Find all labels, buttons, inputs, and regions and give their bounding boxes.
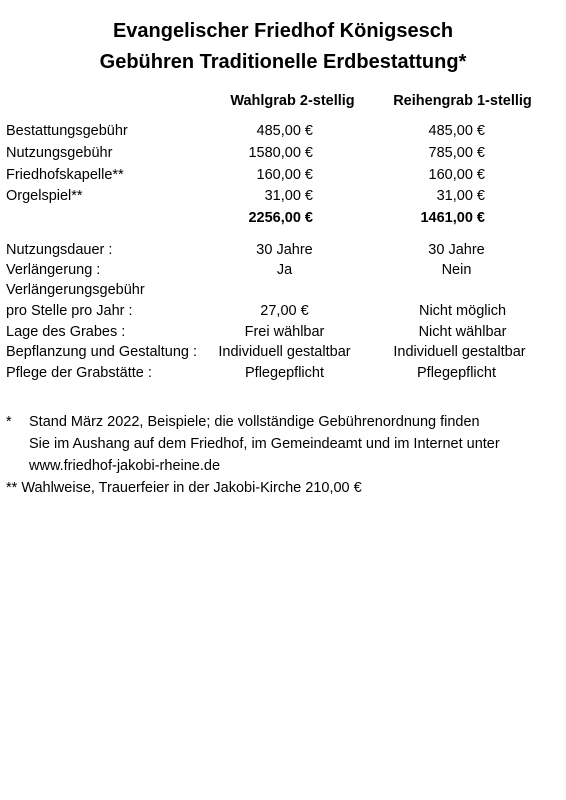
column-header-row: [0, 91, 566, 111]
detail-row: [0, 342, 566, 362]
fee-label: Nutzungsgebühr: [6, 145, 113, 161]
detail-label: Lage des Grabes :: [6, 324, 126, 340]
detail-label: Bepflanzung und Gestaltung :: [6, 344, 198, 360]
detail-value-col1: Pflegepflicht: [245, 365, 324, 381]
fee-value-col1: 1580,00 €: [248, 145, 313, 161]
fee-value-col1: 160,00 €: [256, 167, 313, 183]
document-title: Evangelischer Friedhof Königsesch: [112, 20, 454, 42]
fee-value-col2: 31,00 €: [436, 188, 485, 204]
fee-row: [0, 165, 566, 185]
fee-label: Friedhofskapelle**: [6, 167, 124, 183]
fee-value-col1: 31,00 €: [264, 188, 313, 204]
detail-value-col2: Nicht wählbar: [418, 324, 507, 340]
document-subtitle: Gebühren Traditionelle Erdbestattung*: [99, 51, 467, 73]
detail-row: [0, 363, 566, 383]
fee-row: [0, 186, 566, 206]
total-col1: 2256,00 €: [248, 210, 313, 226]
detail-row: [0, 260, 566, 280]
column-header-wahlgrab: Wahlgrab 2-stellig: [230, 93, 355, 109]
fee-row: [0, 121, 566, 141]
detail-row: [0, 301, 566, 321]
detail-row: [0, 280, 566, 300]
detail-value-col2: Individuell gestaltbar: [393, 344, 526, 360]
detail-value-col1: 30 Jahre: [256, 242, 313, 258]
fee-value-col2: 485,00 €: [428, 123, 485, 139]
detail-value-col2: Nein: [441, 262, 472, 278]
footnote-1-url: www.friedhof-jakobi-rheine.de: [29, 458, 221, 474]
fee-row: [0, 143, 566, 163]
detail-value-col2: Pflegepflicht: [417, 365, 496, 381]
detail-value-col1: 27,00 €: [260, 303, 309, 319]
footnote-2: ** Wahlweise, Trauerfeier in der Jakobi-Kirche 210,00 €: [6, 480, 362, 496]
detail-label: pro Stelle pro Jahr :: [6, 303, 133, 319]
footnote-marker: *: [6, 414, 12, 430]
fee-label: Bestattungsgebühr: [6, 123, 128, 139]
detail-row: [0, 240, 566, 260]
fee-value-col1: 485,00 €: [256, 123, 313, 139]
detail-value-col2: 30 Jahre: [428, 242, 485, 258]
detail-value-col1: Ja: [276, 262, 293, 278]
total-col2: 1461,00 €: [420, 210, 485, 226]
detail-label: Verlängerung :: [6, 262, 101, 278]
column-header-reihengrab: Reihengrab 1-stellig: [393, 93, 532, 109]
footnote-1-line-2: Sie im Aushang auf dem Friedhof, im Gemeindeamt und im Internet unter: [29, 436, 500, 452]
detail-label: Pflege der Grabstätte :: [6, 365, 152, 381]
footnote-1-line-1: Stand März 2022, Beispiele; die vollständige Gebührenordnung finden: [29, 414, 480, 430]
fee-label: Orgelspiel**: [6, 188, 83, 204]
detail-value-col1: Frei wählbar: [244, 324, 325, 340]
total-row: [0, 208, 566, 228]
detail-value-col1: Individuell gestaltbar: [218, 344, 351, 360]
detail-label: Verlängerungsgebühr: [6, 282, 145, 298]
detail-label: Nutzungsdauer :: [6, 242, 113, 258]
fee-value-col2: 160,00 €: [428, 167, 485, 183]
fee-value-col2: 785,00 €: [428, 145, 485, 161]
detail-row: [0, 322, 566, 342]
detail-value-col2: Nicht möglich: [418, 303, 507, 319]
